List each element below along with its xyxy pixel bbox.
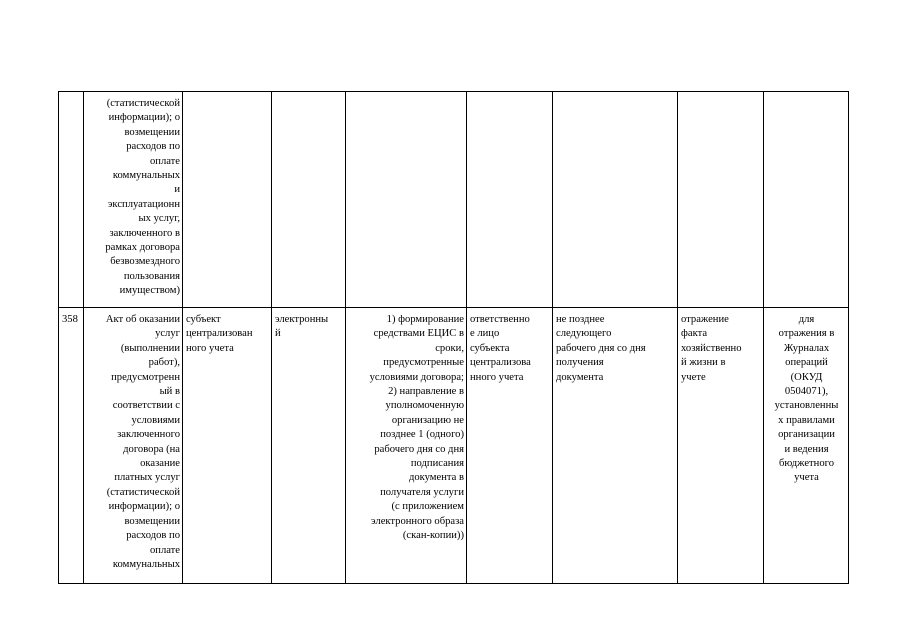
procedure-cell — [346, 92, 467, 308]
table-row — [59, 308, 849, 584]
format: электронны й — [275, 314, 329, 340]
document-name: (статистической информации); о возмещении расходов по оплате коммунальных и эксплуатационн ых услуг, заключенного в рамках договора безвозмездного пользования имуществом) — [105, 98, 180, 297]
responsible-cell — [467, 308, 553, 584]
procedure-cell — [346, 308, 467, 584]
register-table — [58, 91, 849, 584]
purpose-cell — [678, 92, 764, 308]
procedure: 1) формирование средствами ЕЦИС в сроки, предусмотренные условиями договора; 2) направление в уполномоченную организацию не позднее 1 (одного) рабочего дня со дня подписания документа в получателя услуги (с приложением электронного образа (скан-копии)) — [369, 314, 464, 542]
responsible-cell — [467, 92, 553, 308]
format-cell — [272, 308, 346, 584]
deadline: не позднее следующего рабочего дня со дня получения документа — [556, 314, 646, 383]
creator-cell — [183, 308, 272, 584]
notes: для отражения в Журналах операций (ОКУД 0504071), установленны х правилами организации и ведения бюджетного учета — [774, 314, 839, 484]
table-row — [59, 92, 849, 308]
document-name-cell — [84, 92, 183, 308]
row-number-cell — [59, 308, 84, 584]
creator: субъект централизован ного учета — [186, 314, 253, 354]
creator-cell — [183, 92, 272, 308]
format-cell — [272, 92, 346, 308]
row-number-cell — [59, 92, 84, 308]
document-name: Акт об оказании услуг (выполнении работ), предусмотренн ый в соответствии с условиями заключенного договора (на оказание платных услуг (статистической информации); о возмещении расходов по оплате коммунальных — [105, 314, 180, 570]
row-number: 358 — [62, 314, 78, 325]
notes-cell — [764, 92, 849, 308]
deadline-cell — [553, 92, 678, 308]
purpose: отражение факта хозяйственно й жизни в учете — [681, 314, 742, 383]
notes-cell — [764, 308, 849, 584]
responsible: ответственно е лицо субъекта централизова нного учета — [470, 314, 531, 383]
document-name-cell — [84, 308, 183, 584]
deadline-cell — [553, 308, 678, 584]
purpose-cell — [678, 308, 764, 584]
